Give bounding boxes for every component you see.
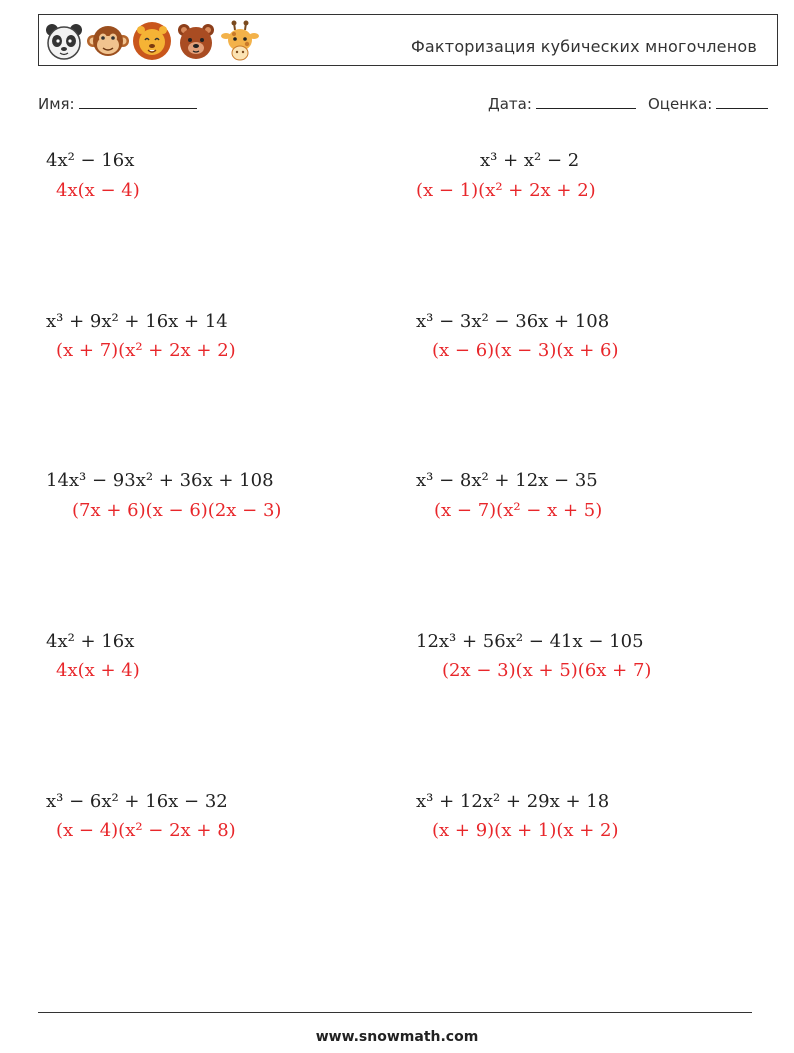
name-blank[interactable] — [79, 94, 197, 109]
answer-1: 4x(x − 4) — [56, 180, 140, 201]
answer-4: (x − 6)(x − 3)(x + 6) — [432, 340, 619, 361]
grade-field[interactable] — [648, 94, 768, 113]
answer-5: (7x + 6)(x − 6)(2x − 3) — [72, 500, 282, 521]
answer-10: (x + 9)(x + 1)(x + 2) — [432, 820, 619, 841]
grade-blank[interactable] — [716, 94, 768, 109]
giraffe-icon — [219, 19, 261, 63]
problem-1: 4x² − 16x — [46, 150, 135, 171]
problem-5: 14x³ − 93x² + 36x + 108 — [46, 470, 274, 491]
monkey-icon — [87, 19, 129, 63]
lion-icon — [131, 19, 173, 63]
date-field[interactable] — [488, 94, 636, 113]
worksheet-header — [38, 14, 778, 66]
problem-6: x³ − 8x² + 12x − 35 — [416, 470, 598, 491]
answer-8: (2x − 3)(x + 5)(6x + 7) — [442, 660, 652, 681]
answer-6: (x − 7)(x² − x + 5) — [434, 500, 603, 521]
problem-9: x³ − 6x² + 16x − 32 — [46, 791, 228, 812]
problem-7: 4x² + 16x — [46, 631, 135, 652]
grade-label: Оценка: — [648, 95, 713, 113]
animal-icons — [43, 19, 261, 63]
date-blank[interactable] — [536, 94, 636, 109]
problem-4: x³ − 3x² − 36x + 108 — [416, 311, 610, 332]
answer-9: (x − 4)(x² − 2x + 8) — [56, 820, 236, 841]
answer-7: 4x(x + 4) — [56, 660, 140, 681]
bear-icon — [175, 19, 217, 63]
problem-8: 12x³ + 56x² − 41x − 105 — [416, 631, 644, 652]
footer-divider — [38, 1012, 752, 1013]
answer-3: (x + 7)(x² + 2x + 2) — [56, 340, 236, 361]
panda-icon — [43, 19, 85, 63]
answer-2: (x − 1)(x² + 2x + 2) — [416, 180, 596, 201]
footer-url[interactable]: www.snowmath.com — [315, 1029, 479, 1045]
problem-2: x³ + x² − 2 — [480, 150, 580, 171]
date-label: Дата: — [488, 95, 532, 113]
name-label: Имя: — [38, 95, 75, 113]
problem-10: x³ + 12x² + 29x + 18 — [416, 791, 610, 812]
worksheet-title: Факторизация кубических многочленов — [410, 37, 757, 56]
problem-3: x³ + 9x² + 16x + 14 — [46, 311, 228, 332]
name-field[interactable] — [38, 94, 197, 113]
